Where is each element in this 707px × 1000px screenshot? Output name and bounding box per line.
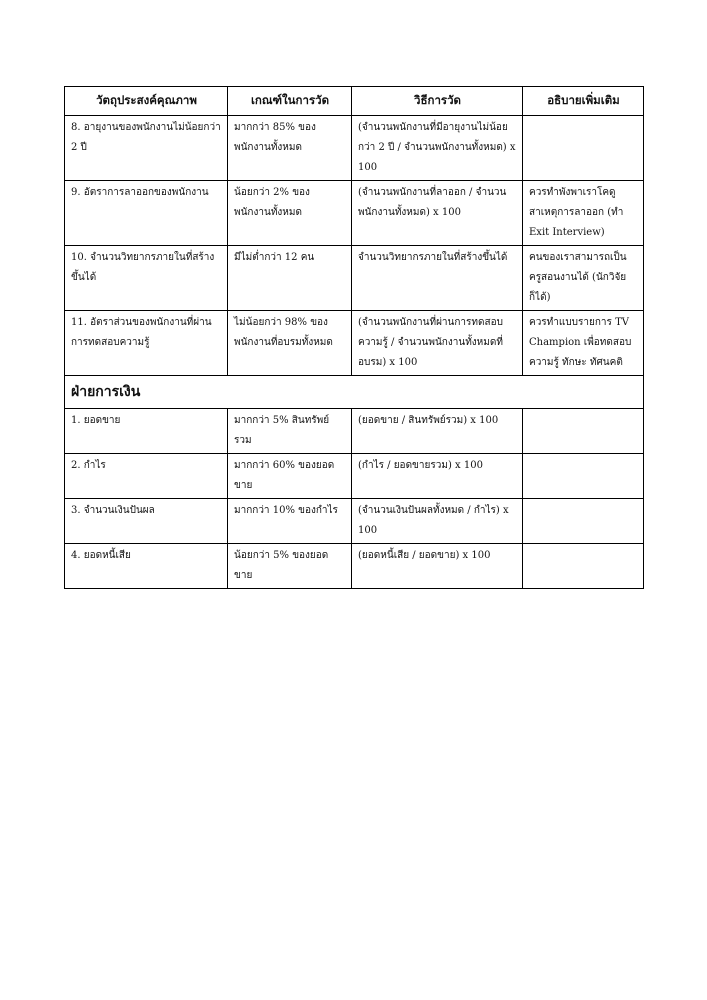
header-method: วิธีการวัด xyxy=(352,87,523,116)
criteria-cell: น้อยกว่า 5% ของยอดขาย xyxy=(228,544,352,589)
note-cell xyxy=(523,409,644,454)
table-row xyxy=(65,311,644,376)
objective-cell: 2. กำไร xyxy=(65,454,228,499)
method-cell: (จำนวนพนักงานที่ผ่านการทดสอบความรู้ / จำนวนพนักงานทั้งหมดที่อบรม) x 100 xyxy=(352,311,523,376)
method-cell: (จำนวนเงินปันผลทั้งหมด / กำไร) x 100 xyxy=(352,499,523,544)
note-cell: ควรทำพังพาเราโคดูสาเหตุการลาออก (ทำ Exit Interview) xyxy=(523,181,644,246)
method-cell: (จำนวนพนักงานที่มีอายุงานไม่น้อยกว่า 2 ปี / จำนวนพนักงานทั้งหมด) x 100 xyxy=(352,116,523,181)
objective-cell: 3. จำนวนเงินปันผล xyxy=(65,499,228,544)
method-cell: (ยอดขาย / สินทรัพย์รวม) x 100 xyxy=(352,409,523,454)
table-row xyxy=(65,409,644,454)
method-cell: (จำนวนพนักงานที่ลาออก / จำนวนพนักงานทั้งหมด) x 100 xyxy=(352,181,523,246)
section-header-row xyxy=(65,376,644,409)
objective-cell: 10. จำนวนวิทยากรภายในที่สร้างขึ้นได้ xyxy=(65,246,228,311)
section-title: ฝ่ายการเงิน xyxy=(65,376,644,409)
note-cell: คนของเราสามารถเป็นครูสอนงานได้ (นักวิจัยก็ได้) xyxy=(523,246,644,311)
note-cell xyxy=(523,116,644,181)
criteria-cell: มากกว่า 5% สินทรัพย์รวม xyxy=(228,409,352,454)
criteria-cell: มากกว่า 85% ของพนักงานทั้งหมด xyxy=(228,116,352,181)
table-header-row xyxy=(65,87,644,116)
quality-objectives-table xyxy=(64,86,644,589)
criteria-cell: น้อยกว่า 2% ของพนักงานทั้งหมด xyxy=(228,181,352,246)
header-criteria: เกณฑ์ในการวัด xyxy=(228,87,352,116)
criteria-cell: มีไม่ต่ำกว่า 12 คน xyxy=(228,246,352,311)
criteria-cell: ไม่น้อยกว่า 98% ของพนักงานที่อบรมทั้งหมด xyxy=(228,311,352,376)
table-row xyxy=(65,454,644,499)
header-note: อธิบายเพิ่มเติม xyxy=(523,87,644,116)
method-cell: (กำไร / ยอดขายรวม) x 100 xyxy=(352,454,523,499)
document-page xyxy=(64,86,643,589)
note-cell xyxy=(523,454,644,499)
objective-cell: 8. อายุงานของพนักงานไม่น้อยกว่า 2 ปี xyxy=(65,116,228,181)
objective-cell: 1. ยอดขาย xyxy=(65,409,228,454)
criteria-cell: มากกว่า 60% ของยอดขาย xyxy=(228,454,352,499)
objective-cell: 11. อัตราส่วนของพนักงานที่ผ่านการทดสอบความรู้ xyxy=(65,311,228,376)
table-row xyxy=(65,544,644,589)
objective-cell: 4. ยอดหนี้เสีย xyxy=(65,544,228,589)
table-row xyxy=(65,181,644,246)
header-objective: วัตถุประสงค์คุณภาพ xyxy=(65,87,228,116)
method-cell: (ยอดหนี้เสีย / ยอดขาย) x 100 xyxy=(352,544,523,589)
table-row xyxy=(65,499,644,544)
note-cell: ควรทำแบบรายการ TV Champion เพื่อทดสอบความรู้ ทักษะ ทัศนคติ xyxy=(523,311,644,376)
objective-cell: 9. อัตราการลาออกของพนักงาน xyxy=(65,181,228,246)
table-row xyxy=(65,116,644,181)
table-row xyxy=(65,246,644,311)
note-cell xyxy=(523,544,644,589)
criteria-cell: มากกว่า 10% ของกำไร xyxy=(228,499,352,544)
note-cell xyxy=(523,499,644,544)
method-cell: จำนวนวิทยากรภายในที่สร้างขึ้นได้ xyxy=(352,246,523,311)
